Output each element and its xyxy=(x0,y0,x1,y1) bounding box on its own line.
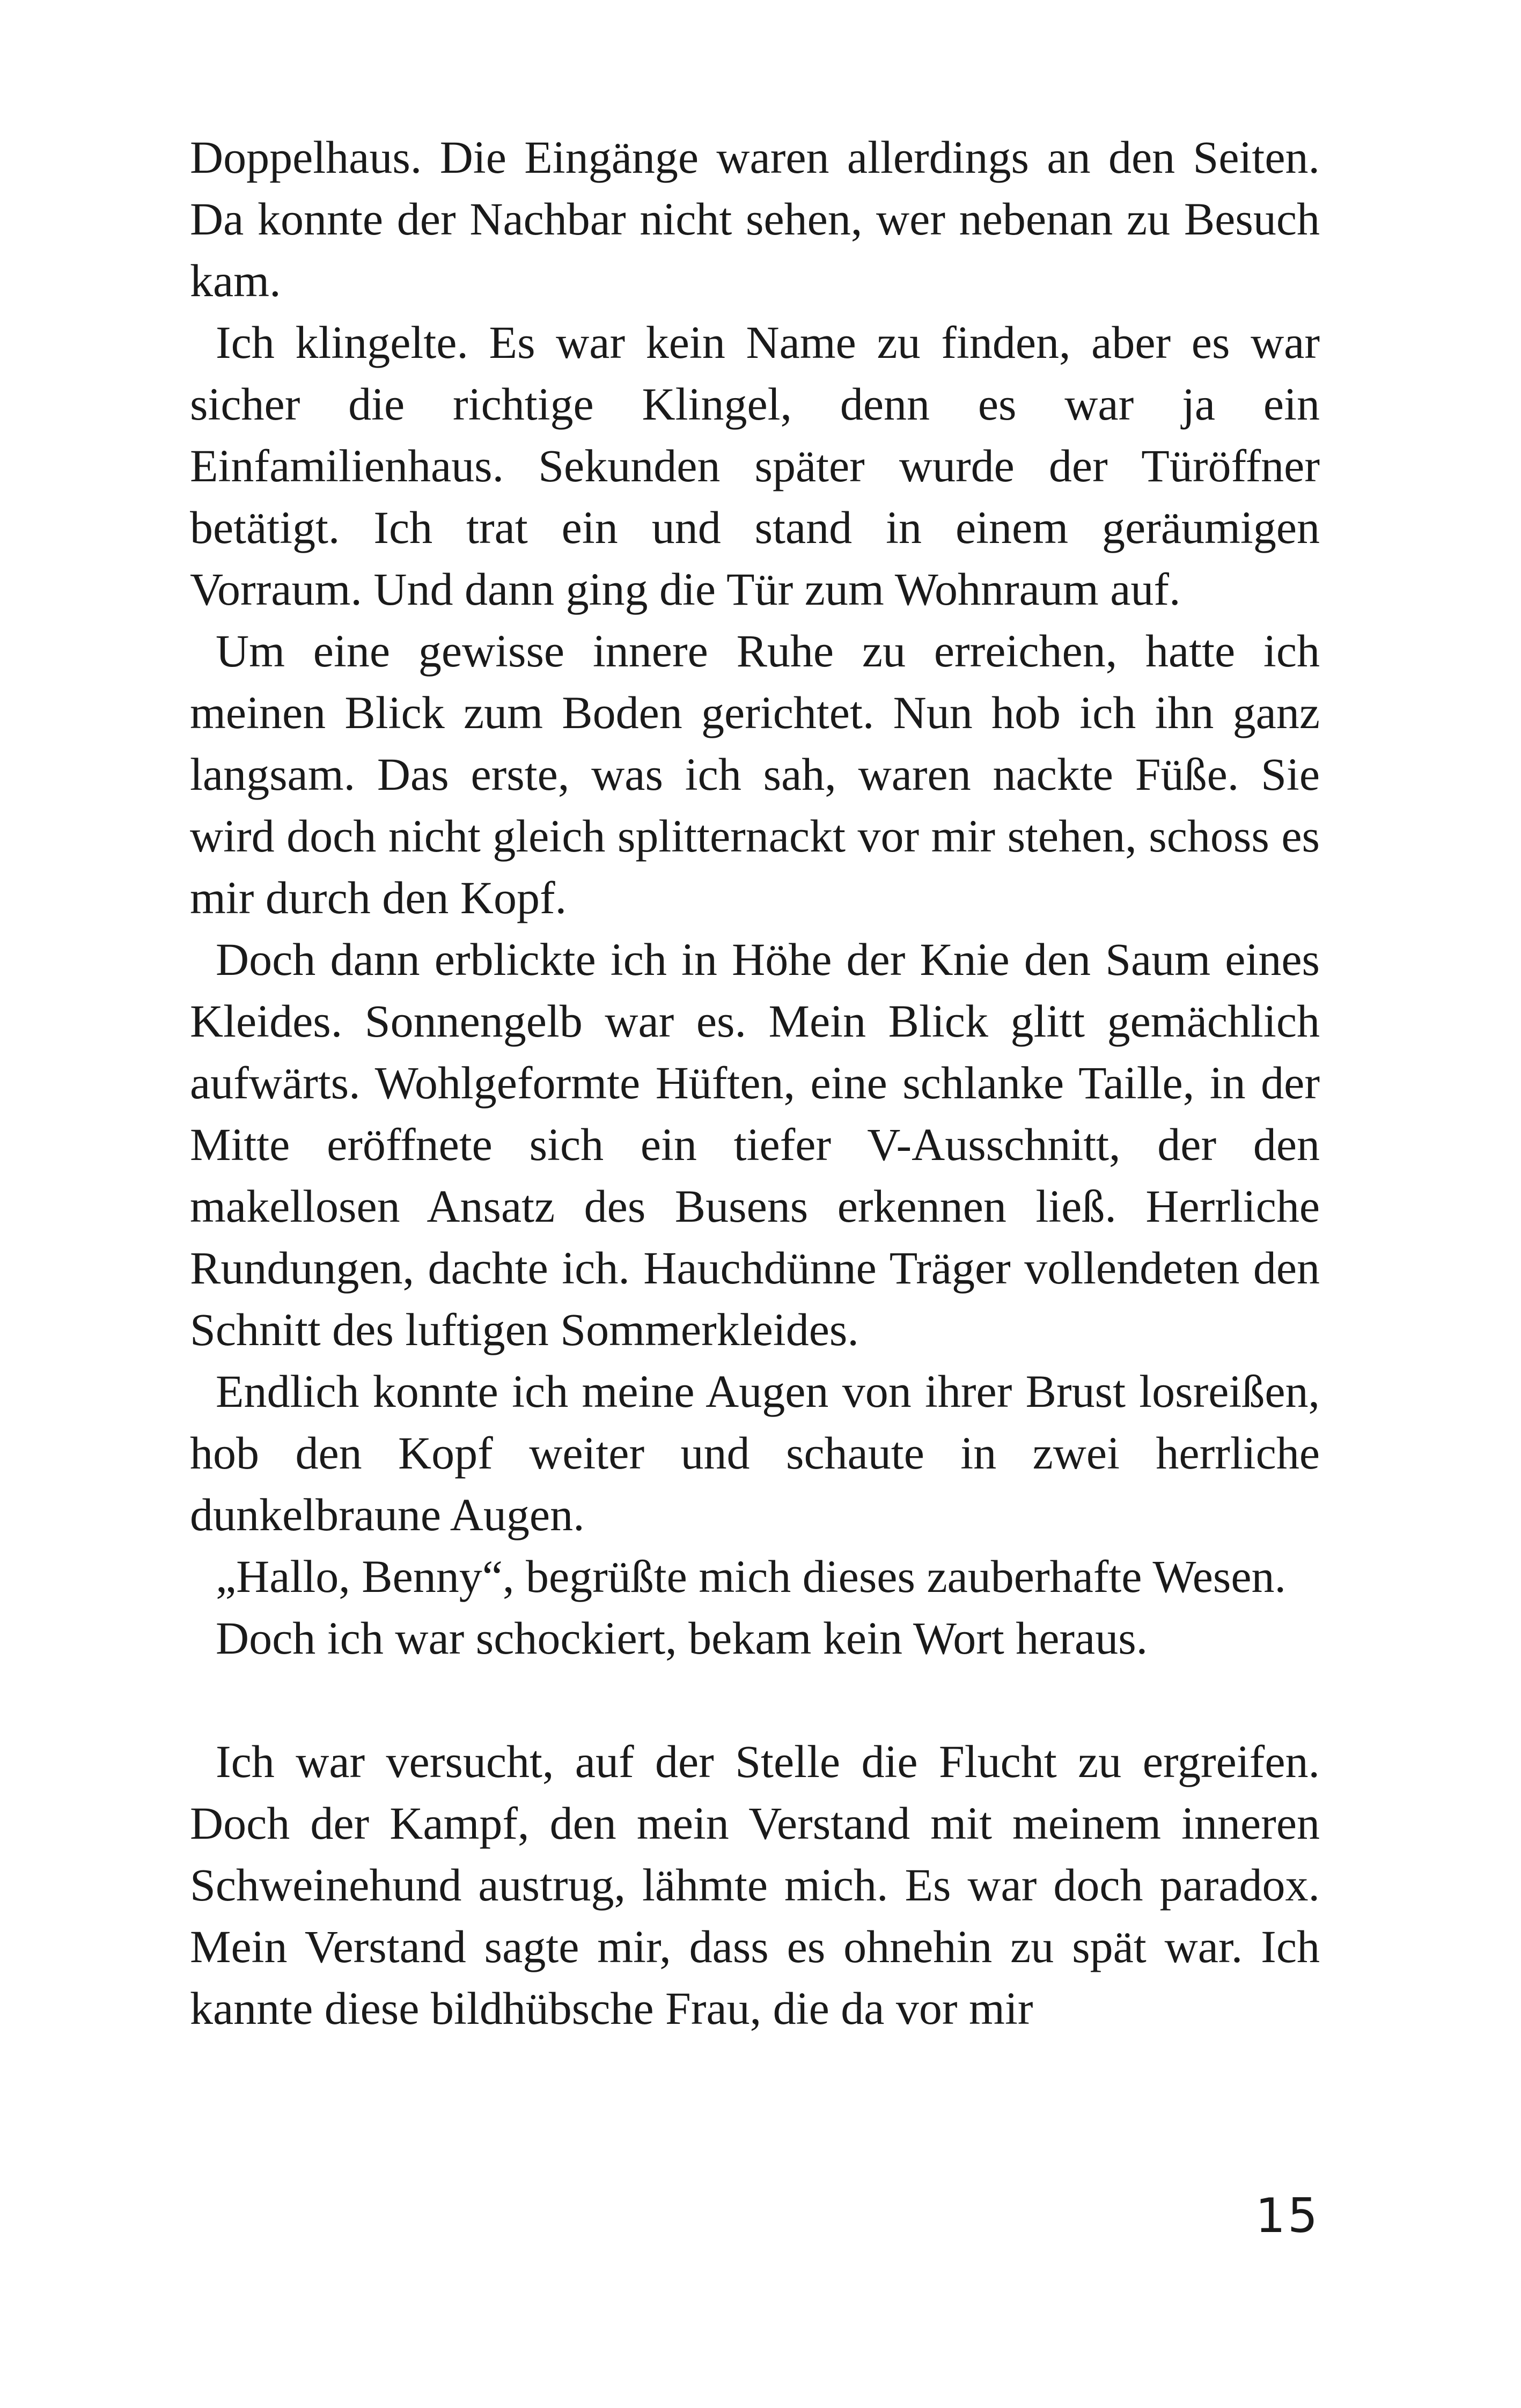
paragraph-4: Doch dann erblickte ich in Höhe der Knie den Saum eines Kleides. Sonnengelb war es. Mein Blick glitt gemächlich aufwärts. Wohlgeformte Hüften, eine schlanke Taille, in der Mitte eröffnete sich ein tiefer V-Ausschnitt, der den makellosen Ansatz des Busens erkennen ließ. Herrliche Rundungen, dachte ich. Hauchdünne Träger vollendeten den Schnitt des luftigen Sommerkleides. xyxy=(190,934,1320,1355)
paragraph-3: Um eine gewisse innere Ruhe zu erreichen, hatte ich meinen Blick zum Boden gerichtet. Nun hob ich ihn ganz langsam. Das erste, was ich sah, waren nackte Füße. Sie wird doch nicht gleich splitternackt vor mir stehen, schoss es mir durch den Kopf. xyxy=(190,625,1320,923)
paragraph-6: „Hallo, Benny“, begrüßte mich dieses zauberhafte Wesen. xyxy=(216,1551,1287,1602)
book-page-body xyxy=(190,127,1320,2039)
paragraph-2: Ich klingelte. Es war kein Name zu finden, aber es war sicher die richtige Klingel, denn es war ja ein Einfamilienhaus. Sekunden später wurde der Türöffner betätigt. Ich trat ein und stand in einem geräumigen Vorraum. Und dann ging die Tür zum Wohnraum auf. xyxy=(190,317,1320,615)
paragraph-8: Ich war versucht, auf der Stelle die Flucht zu ergreifen. Doch der Kampf, den mein Verstand mit meinem inneren Schweinehund austrug, lähmte mich. Es war doch paradox. Mein Verstand sagte mir, dass es ohnehin zu spät war. Ich kannte diese bildhübsche Frau, die da vor mir xyxy=(190,1736,1320,2034)
paragraph-7: Doch ich war schockiert, bekam kein Wort heraus. xyxy=(216,1612,1148,1664)
paragraph-1: Doppelhaus. Die Eingänge waren allerdings an den Seiten. Da konnte der Nachbar nicht sehen, wer nebenan zu Besuch kam. xyxy=(190,131,1320,306)
page-number: 15 xyxy=(1255,2188,1320,2243)
paragraph-5: Endlich konnte ich meine Augen von ihrer Brust losreißen, hob den Kopf weiter und schaute in zwei herrliche dunkelbraune Augen. xyxy=(190,1365,1320,1540)
